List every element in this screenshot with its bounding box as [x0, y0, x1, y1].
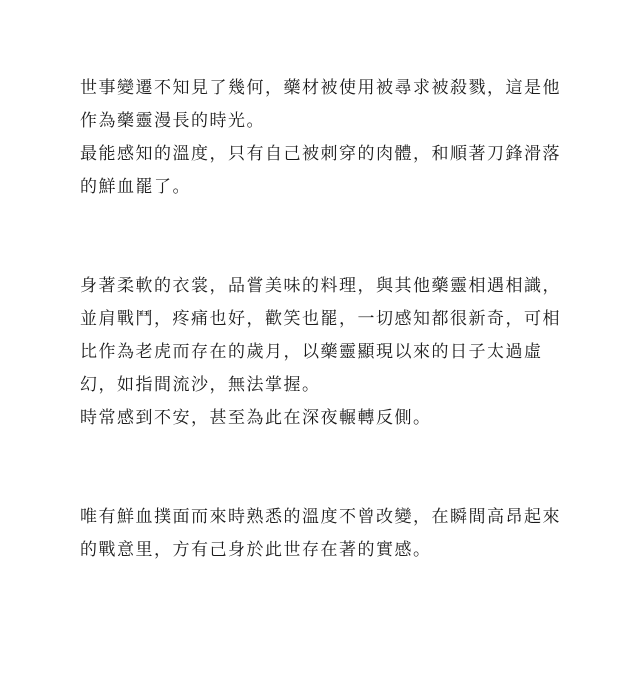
paragraph-1: 世事變遷不知見了幾何，藥材被使用被尋求被殺戮，這是他作為藥靈漫長的時光。 [80, 78, 561, 131]
paragraph-2: 最能感知的溫度，只有自己被刺穿的肉體，和順著刀鋒滑落的鮮血罷了。 [80, 144, 561, 197]
paragraph-gap [80, 204, 579, 270]
paragraph-4: 時常感到不安，甚至為此在深夜輾轉反側。 [80, 408, 432, 428]
paragraph-gap [80, 435, 579, 501]
paragraph-3: 身著柔軟的衣裳，品嘗美味的料理，與其他藥靈相遇相識，並肩戰鬥，疼痛也好，歡笑也罷，一切感知都很新奇，可相比作為老虎而存在的歲月，以藥靈顯現以來的日子太過虛幻，如指間流沙，無法掌握。 [80, 276, 561, 395]
paragraph-5: 唯有鮮血撲面而來時熟悉的溫度不曾改變，在瞬間高昂起來的戰意里，方有己身於此世存在著的實感。 [80, 507, 561, 560]
